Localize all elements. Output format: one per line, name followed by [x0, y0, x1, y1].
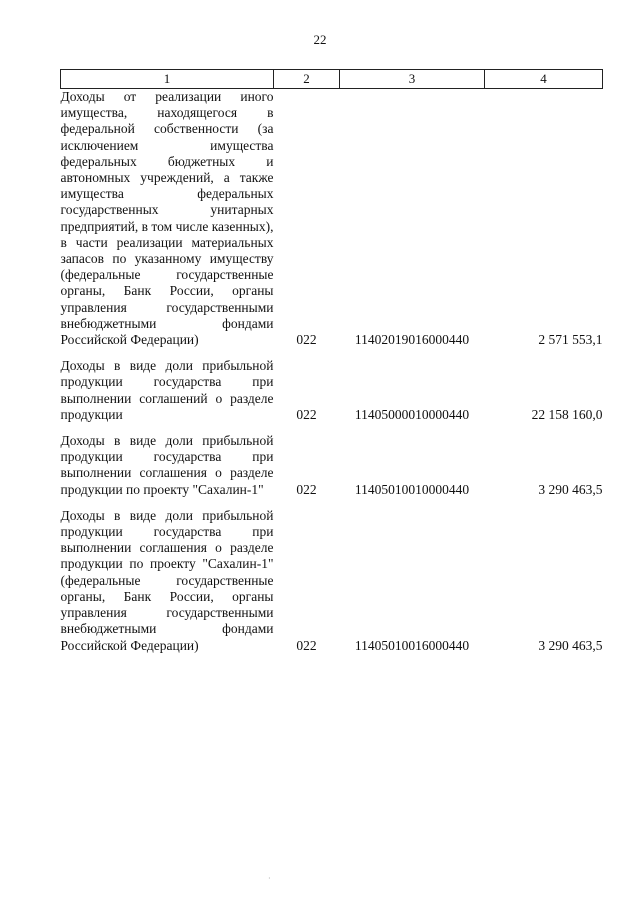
row-amount: 22 158 160,0: [531, 407, 603, 423]
row-amount: 3 290 463,5: [538, 481, 603, 497]
table-row: [61, 89, 603, 349]
row-kbk-code: 11405000010000440: [354, 407, 470, 423]
row-description: Доходы от реализации иного имущества, находящегося в федеральной собственности (за исключением имущества федеральных бюджетных и автономных учреждений, а также имущества федеральных государственных унитарных предприятий, в том числе казенных), в части реализации материальных запасов по указанному имуществу (федеральные государственные органы, Банк России, органы управления государственными внебюджетными фондами Российской Федерации): [60, 89, 274, 348]
row-description: Доходы в виде доли прибыльной продукции государства при выполнении соглашения о разделе продукции по проекту "Сахалин-1" (федеральные государственные органы, Банк России, органы управления государственными внебюджетными фондами Российской Федерации): [60, 507, 274, 653]
column-header-3: 3: [340, 70, 485, 89]
row-amount: 3 290 463,5: [538, 637, 603, 653]
page-number: 22: [313, 32, 327, 47]
column-header-2: 2: [274, 70, 340, 89]
row-description: Доходы в виде доли прибыльной продукции государства при выполнении соглашения о разделе продукции по проекту "Сахалин-1": [60, 433, 274, 497]
table-row: [61, 498, 603, 654]
row-description: Доходы в виде доли прибыльной продукции государства при выполнении соглашений о разделе продукции: [60, 358, 274, 422]
table-row: [61, 348, 603, 423]
revenue-table: [60, 69, 603, 654]
row-admin-code: 022: [296, 637, 317, 653]
table-row: [61, 423, 603, 498]
scan-mark: ·: [268, 874, 271, 883]
column-header-4: 4: [485, 70, 603, 89]
row-admin-code: 022: [296, 332, 317, 348]
table-header-row: [61, 70, 603, 89]
row-kbk-code: 11402019016000440: [354, 332, 470, 348]
row-kbk-code: 11405010016000440: [354, 637, 470, 653]
row-admin-code: 022: [296, 481, 317, 497]
row-kbk-code: 11405010010000440: [354, 481, 470, 497]
column-header-1: 1: [61, 70, 274, 89]
row-admin-code: 022: [296, 407, 317, 423]
row-amount: 2 571 553,1: [538, 332, 603, 348]
